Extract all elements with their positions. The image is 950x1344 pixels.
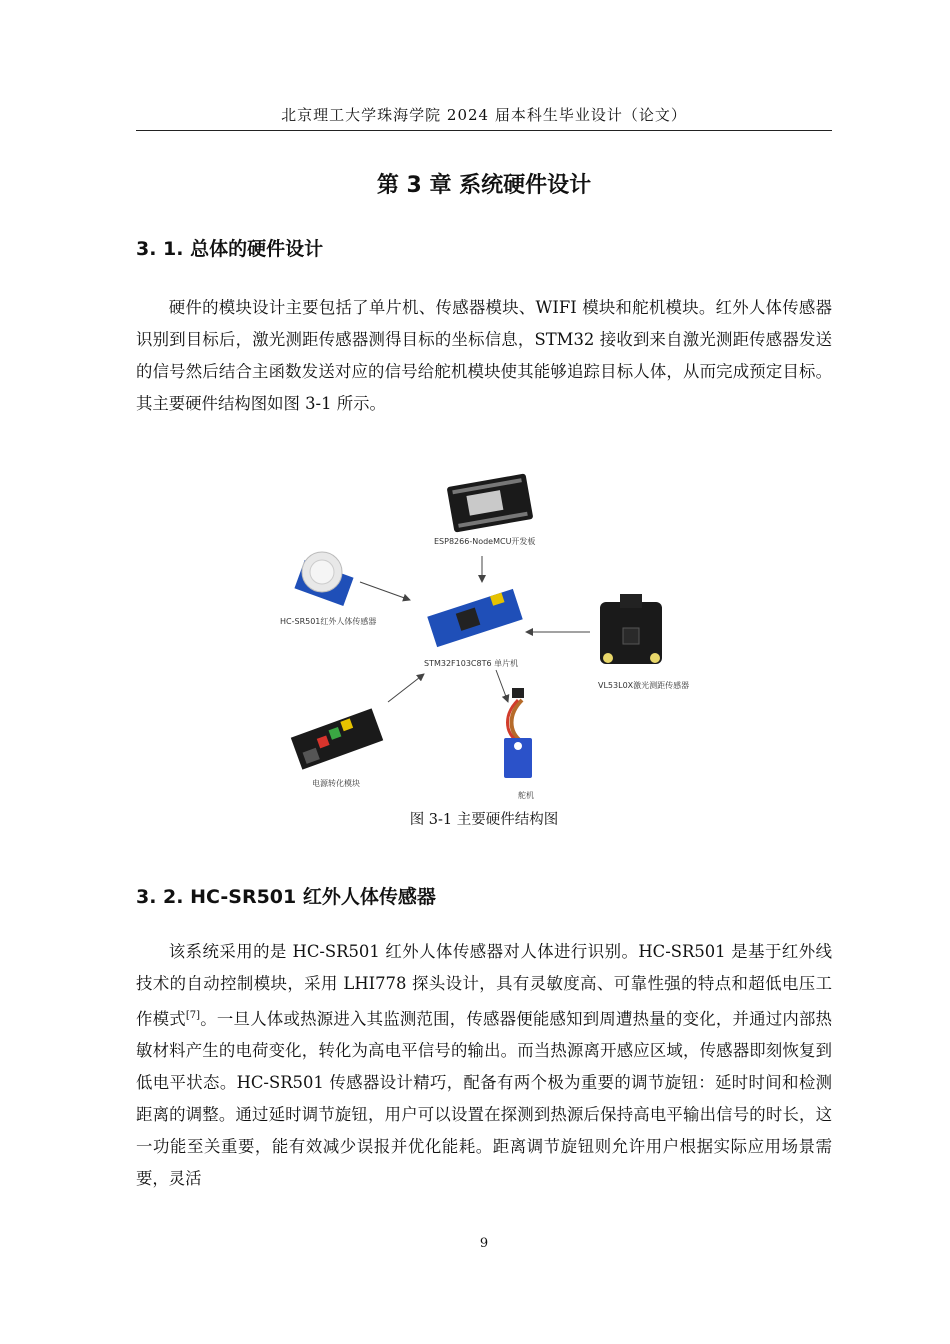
citation-7[interactable]: [7] [185, 1010, 201, 1021]
section-heading-3-2: 3. 2. HC-SR501 红外人体传感器 [136, 886, 436, 908]
esp8266-label: ESP8266-NodeMCU开发板 [434, 537, 536, 546]
figure-caption: 图 3-1 主要硬件结构图 [409, 812, 559, 828]
hardware-structure-figure [260, 470, 700, 810]
running-header: 北京理工大学珠海学院 2024 届本科生毕业设计（论文） [281, 106, 687, 124]
servo-label: 舵机 [518, 791, 534, 800]
chapter-title: 第 3 章 系统硬件设计 [376, 173, 592, 198]
page-number: 9 [479, 1236, 489, 1251]
stm32-label: STM32F103C8T6 单片机 [424, 659, 519, 668]
hc-sr501-label: HC-SR501红外人体传感器 [280, 617, 377, 626]
arrow-pir-to-mcu [360, 582, 410, 600]
power-module-label: 电源转化模块 [312, 779, 360, 788]
arrow-mcu-to-servo [496, 670, 508, 702]
power-module-image [291, 708, 383, 769]
section-3-2-text-b: 。一旦人体或热源进入其监测范围，传感器便能感知到周遭热量的变化，并通过内部热敏材料产生的电荷变化，转化为高电平信号的输出。而当热源离开感应区域，传感器即刻恢复到低电平状态。HC-SR501 传感器设计精巧，配备有两个极为重要的调节旋钮：延时时间和检测距离的调整。通过延时调节旋钮，用户可以设置在探测到热源后保持高电平输出信号的时长，这一功能至关重要，能有效减少误报并优化能耗。距离调节旋钮则允许用户根据实际应用场景需要，灵活 [136, 1009, 832, 1189]
section-3-2-text-a: 该系统采用的是 HC-SR501 红外人体传感器对人体进行识别。HC-SR501 是基于红外线技术的自动控制模块，采用 LHI778 探头设计，具有灵敏度高、可靠性强的特点和超低电压工作模式 [136, 942, 832, 1029]
hc-sr501-sensor-image [294, 552, 353, 606]
header-rule [136, 130, 832, 131]
vl53l0x-label: VL53L0X激光测距传感器 [598, 681, 690, 690]
esp8266-board-image [447, 473, 534, 532]
section-heading-3-1: 3. 1. 总体的硬件设计 [136, 238, 324, 260]
vl53l0x-sensor-image [600, 594, 662, 664]
hardware-diagram [260, 470, 700, 810]
stm32-board-image [427, 589, 522, 647]
section-3-1-paragraph: 硬件的模块设计主要包括了单片机、传感器模块、WIFI 模块和舵机模块。红外人体传感器识别到目标后，激光测距传感器测得目标的坐标信息，STM32 接收到来自激光测距传感器发送的信号然后结合主函数发送对应的信号给舵机模块使其能够追踪目标人体，从而完成预定目标。其主要硬件结构图如图 3-1 所示。 [136, 298, 832, 413]
arrow-power-to-mcu [388, 674, 424, 702]
section-3-2-paragraph [136, 936, 832, 1195]
